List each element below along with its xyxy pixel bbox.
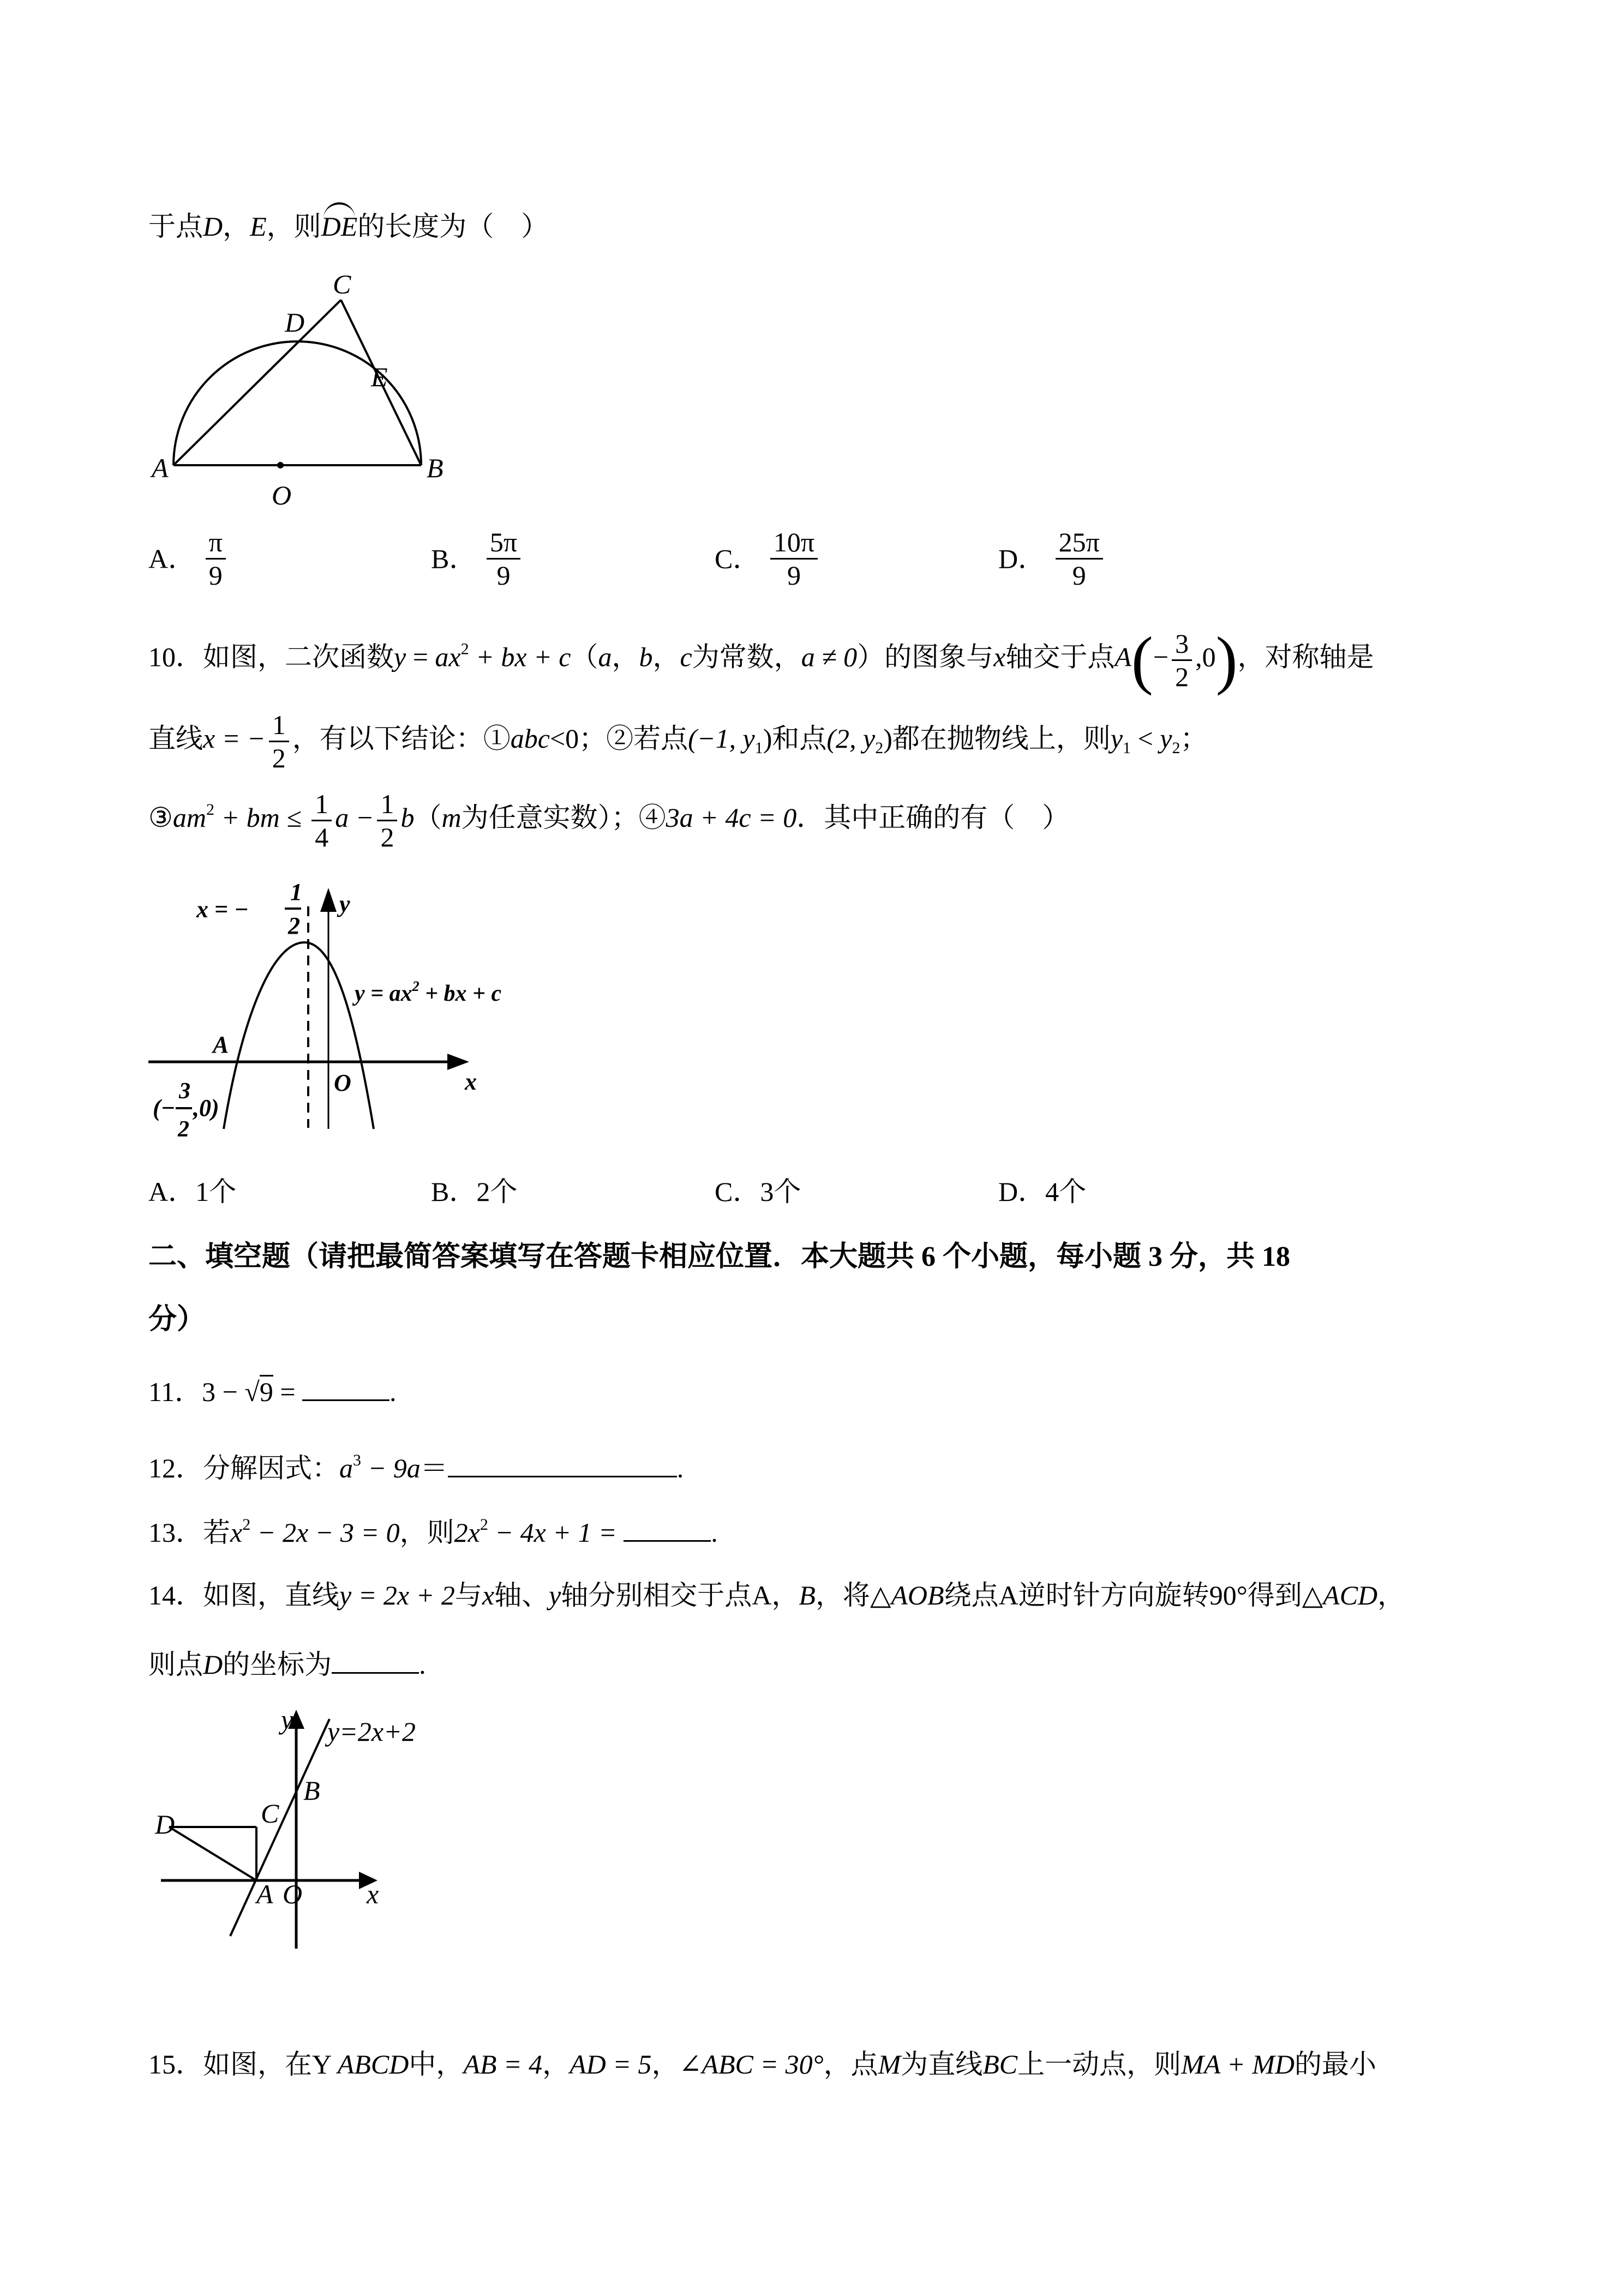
question-number: 13． <box>148 1517 203 1548</box>
text-fragment: 如图，二次函数 <box>203 641 394 672</box>
text-fragment: ； <box>1180 723 1208 754</box>
text-fragment: 得到 <box>1247 1580 1302 1610</box>
option-fraction <box>1056 526 1103 591</box>
text-fragment: 和点 <box>772 723 827 754</box>
text-fragment: ， <box>651 2049 679 2079</box>
text-fragment: 逆时针方向旋转 <box>1018 1580 1209 1610</box>
y-axis-arrow <box>320 888 337 912</box>
text-fragment: 5π <box>487 526 520 560</box>
symmetry-label: x = − <box>196 896 249 923</box>
text-fragment: MA + MD <box>1181 2049 1295 2079</box>
text-fragment: ， <box>542 2049 570 2079</box>
text-fragment: − <box>1153 641 1169 672</box>
text-fragment: = <box>406 641 435 672</box>
text-fragment: a <box>598 641 612 672</box>
text-fragment: ， <box>771 1580 799 1610</box>
option-letter: C． <box>715 543 760 574</box>
text-fragment: ）的图象与 <box>857 641 994 672</box>
text-fragment: 与 <box>454 1580 482 1610</box>
label-y: y <box>281 1704 293 1735</box>
q9-text: ，则 <box>266 211 321 242</box>
label-b: B <box>303 1775 320 1806</box>
text-fragment <box>331 2049 338 2079</box>
text-fragment: △AOB <box>870 1580 944 1610</box>
q10-parabola-figure <box>142 873 546 1145</box>
text-fragment: ，有以下结论： <box>292 723 483 754</box>
text-fragment: （ <box>571 641 598 672</box>
option-fraction <box>487 526 520 591</box>
text-fragment: 如图，直线 <box>203 1580 339 1610</box>
answer-blank[interactable] <box>332 1648 419 1674</box>
text-fragment: 则点 <box>148 1649 203 1680</box>
text-fragment: 直线 <box>148 723 203 754</box>
text-fragment: ∠ABC = 30° <box>679 2049 824 2079</box>
text-fragment: + bx + c <box>419 981 502 1006</box>
text-fragment: y <box>1110 723 1123 754</box>
text-fragment: ，对称轴是 <box>1237 641 1374 672</box>
text-fragment: . <box>676 1453 684 1483</box>
segment-ac <box>173 300 341 465</box>
text-fragment: abc <box>510 723 550 754</box>
text-fragment: y <box>1160 723 1172 754</box>
label-d: D <box>285 307 305 338</box>
circled-1: ① <box>483 723 511 754</box>
q9-text: ， <box>223 211 250 242</box>
text-fragment: ) <box>883 723 892 754</box>
text-fragment: − 4x + 1 = <box>488 1517 624 1548</box>
label-o: O <box>272 480 292 510</box>
text-fragment: = <box>273 1377 303 1407</box>
x-axis-label: x <box>465 1068 477 1095</box>
text-fragment: (−1, y <box>688 723 755 754</box>
parallelogram-symbol: Y <box>312 2049 331 2079</box>
label-o: O <box>283 1879 303 1909</box>
q9-semicircle-figure <box>142 262 469 513</box>
text-fragment: ( <box>1131 623 1153 696</box>
text-fragment: BC <box>982 2049 1018 2079</box>
q10-option-b[interactable]: B．2个 <box>431 1176 518 1207</box>
text-fragment: y <box>549 1580 561 1610</box>
text-fragment: 若 <box>203 1517 230 1548</box>
text-fragment: ， <box>1377 1580 1405 1610</box>
text-fragment: (2, y <box>826 723 876 754</box>
label-c: C <box>261 1798 279 1829</box>
semicircle-arc <box>173 341 421 465</box>
text-fragment: 1 <box>1123 738 1131 757</box>
text-fragment: A <box>998 1580 1018 1610</box>
text-fragment: x = − <box>203 723 266 754</box>
label-e: E <box>371 362 388 392</box>
text-fragment: D <box>203 1649 223 1680</box>
text-fragment: y = ax <box>355 981 412 1006</box>
text-fragment: ,0 <box>1195 641 1216 672</box>
q9-option-b[interactable] <box>431 526 524 591</box>
q9-stem-tail <box>148 210 548 243</box>
q9-text: 于点 <box>148 211 203 242</box>
sqrt-symbol: √ <box>244 1377 260 1407</box>
text-fragment: 90° <box>1209 1580 1248 1610</box>
text-fragment: 2 <box>875 738 884 757</box>
text-fragment: 9 <box>496 560 511 591</box>
option-letter: A． <box>148 543 196 574</box>
text-fragment: + bm ≤ <box>214 802 309 833</box>
text-fragment: 3a + 4c = 0 <box>666 802 797 833</box>
q10-line-3 <box>148 788 1069 853</box>
coord-close: ,0) <box>193 1095 219 1121</box>
parabola-curve <box>224 942 374 1129</box>
text-fragment: 分解因式： <box>203 1453 339 1483</box>
circled-3: ③ <box>148 802 173 833</box>
text-fragment: m <box>441 802 462 833</box>
question-number: 15． <box>148 2049 203 2079</box>
text-fragment: （ <box>414 802 442 833</box>
text-fragment: y=2x+2 <box>327 1716 416 1747</box>
text-fragment: 3 <box>1172 628 1192 661</box>
text-fragment: 轴交于点 <box>1005 641 1115 672</box>
q10-line-2 <box>148 709 1207 774</box>
label-line <box>325 1716 416 1747</box>
text-fragment: . <box>419 1649 426 1680</box>
text-fragment: AD = 5 <box>570 2049 652 2079</box>
text-fragment: ．其中正确的有（ ） <box>796 802 1070 833</box>
text-fragment: 轴、 <box>494 1580 549 1610</box>
circled-2: ② <box>606 723 634 754</box>
text-fragment: 2 <box>272 743 286 773</box>
text-fragment: < <box>1131 723 1160 754</box>
text-fragment: ) <box>1215 623 1238 696</box>
text-fragment: 2 <box>1172 738 1180 757</box>
q9-option-c[interactable] <box>715 526 821 591</box>
fraction-1-2 <box>269 709 289 774</box>
x-axis-arrow <box>447 1054 469 1070</box>
fraction-1-2 <box>377 788 397 853</box>
text-fragment: x <box>482 1580 495 1610</box>
question-number: 11． <box>148 1377 202 1407</box>
q10-line-1 <box>148 623 1374 696</box>
label-a: A <box>152 453 169 483</box>
label-x: x <box>367 1879 379 1909</box>
y-axis-label: y <box>339 891 350 917</box>
text-fragment: 1 <box>377 788 397 821</box>
answer-blank[interactable] <box>448 1452 677 1477</box>
text-fragment: 1 <box>311 788 332 821</box>
coord-open: (− <box>153 1095 176 1121</box>
text-fragment: ，则 <box>399 1517 454 1548</box>
center-o-dot <box>277 462 284 468</box>
text-fragment: 的坐标为 <box>223 1649 332 1680</box>
text-fragment: 2 <box>1175 661 1189 692</box>
text-fragment: 如图，在 <box>203 2049 312 2079</box>
q14-coordinate-figure <box>142 1696 573 2023</box>
option-letter: D． <box>998 543 1046 574</box>
text-fragment: . <box>711 1517 718 1548</box>
text-fragment: 9 <box>1072 560 1086 591</box>
text-fragment: ABCD <box>337 2049 409 2079</box>
origin-label: O <box>334 1069 351 1096</box>
text-fragment: AB = 4 <box>463 2049 543 2079</box>
text-fragment: ＝ <box>420 1453 448 1483</box>
text-fragment: x <box>993 641 1006 672</box>
text-fragment: 为常数， <box>692 641 801 672</box>
text-fragment: y = 2x + 2 <box>339 1580 455 1610</box>
text-fragment: ， <box>612 641 639 672</box>
answer-blank[interactable] <box>302 1375 389 1401</box>
text-fragment: b <box>400 802 415 833</box>
text-fragment: a ≠ 0 <box>801 641 858 672</box>
section-heading-cont: 分） <box>148 1304 206 1335</box>
text-fragment: △ACD <box>1302 1580 1378 1610</box>
q12 <box>148 1452 684 1484</box>
text-fragment: 1 <box>269 709 289 742</box>
text-fragment: 9 <box>208 560 223 591</box>
option-fraction <box>206 526 226 591</box>
text-fragment: 的最小 <box>1294 2049 1376 2079</box>
fraction-1-4 <box>311 788 332 853</box>
text-fragment: ，将 <box>815 1580 870 1610</box>
text-fragment: 2 <box>412 978 420 994</box>
point-a-label: A <box>213 1031 229 1058</box>
q14-line-1 <box>148 1579 1405 1612</box>
text-fragment: x <box>230 1517 243 1548</box>
q9-option-a[interactable] <box>148 526 229 591</box>
text-fragment: + bx + c <box>469 641 571 672</box>
text-fragment: 1 <box>754 738 763 757</box>
text-fragment: ， <box>652 641 680 672</box>
text-fragment: 3 <box>353 1451 361 1469</box>
text-fragment: 上一动点，则 <box>1017 2049 1182 2079</box>
point-e-label: E <box>250 211 267 242</box>
label-a: A <box>256 1879 273 1909</box>
text-fragment: <0； <box>549 723 607 754</box>
arc-de-label: DE <box>321 211 358 242</box>
text-fragment: . <box>389 1377 397 1407</box>
text-fragment: b <box>639 641 653 672</box>
text-fragment: − 9a <box>361 1453 421 1483</box>
text-fragment: 中， <box>409 2049 464 2079</box>
q10-option-c[interactable]: C．3个 <box>715 1176 801 1207</box>
q11 <box>148 1375 397 1408</box>
text-fragment: 2 <box>242 1516 251 1534</box>
label-b: B <box>427 453 444 483</box>
text-fragment: 都在抛物线上，则 <box>892 723 1111 754</box>
symmetry-frac-num: 1 <box>290 879 302 905</box>
label-c: C <box>333 269 351 299</box>
q14-line-2 <box>148 1648 426 1681</box>
point-d-label: D <box>203 211 223 242</box>
text-fragment: a <box>339 1453 353 1483</box>
text-fragment: a − <box>335 802 374 833</box>
text-fragment: 9 <box>787 560 801 591</box>
text-fragment: 10π <box>770 526 818 560</box>
text-fragment: A <box>1114 641 1131 672</box>
question-number: 10． <box>148 641 203 672</box>
question-number: 14． <box>148 1580 203 1610</box>
fraction-3-2 <box>1172 628 1192 693</box>
q10-option-d[interactable]: D．4个 <box>998 1176 1087 1207</box>
text-fragment: B <box>799 1580 816 1610</box>
option-fraction <box>770 526 818 591</box>
symmetry-frac-den: 2 <box>288 912 300 939</box>
text-fragment: 2 <box>460 640 469 658</box>
answer-blank[interactable] <box>624 1516 711 1542</box>
q9-option-d[interactable] <box>998 526 1106 591</box>
text-fragment: 2 <box>206 800 214 819</box>
segment-da <box>169 1827 256 1880</box>
text-fragment: π <box>206 526 226 560</box>
q15-line-1 <box>148 2048 1376 2081</box>
text-fragment: ，点 <box>823 2049 878 2079</box>
text-fragment: 2 <box>380 822 394 852</box>
q13 <box>148 1516 718 1549</box>
question-number: 12． <box>148 1453 203 1483</box>
text-fragment: 4 <box>315 822 329 852</box>
text-fragment: ax <box>435 641 461 672</box>
text-fragment: 3 − <box>202 1377 245 1407</box>
option-letter: B． <box>431 543 477 574</box>
text-fragment: am <box>172 802 206 833</box>
text-fragment: 轴分别相交于点 <box>561 1580 752 1610</box>
text-fragment: 9 <box>260 1375 273 1407</box>
text-fragment: 2 <box>480 1516 488 1534</box>
text-fragment: ) <box>763 723 772 754</box>
q9-text: 的长度为（ ） <box>357 211 549 242</box>
circled-4: ④ <box>638 802 666 833</box>
text-fragment: 绕点 <box>944 1580 999 1610</box>
text-fragment: y <box>394 641 406 672</box>
coord-den: 2 <box>178 1117 189 1142</box>
text-fragment: 为直线 <box>901 2049 983 2079</box>
text-fragment: 2x <box>454 1517 480 1548</box>
coord-num: 3 <box>179 1079 190 1104</box>
label-d: D <box>155 1809 175 1840</box>
text-fragment: − 2x − 3 = 0 <box>250 1517 400 1548</box>
q10-option-a[interactable]: A．1个 <box>148 1176 237 1207</box>
text-fragment: 25π <box>1056 526 1103 560</box>
text-fragment: 若点 <box>633 723 688 754</box>
curve-label <box>352 978 501 1006</box>
text-fragment: A <box>752 1580 772 1610</box>
text-fragment: M <box>878 2049 901 2079</box>
section-heading: 二、填空题（请把最简答案填写在答题卡相应位置．本大题共 6 个小题，每小题 3 分，共 18 <box>148 1241 1291 1272</box>
text-fragment: 为任意实数）； <box>461 802 639 833</box>
text-fragment: c <box>680 641 692 672</box>
